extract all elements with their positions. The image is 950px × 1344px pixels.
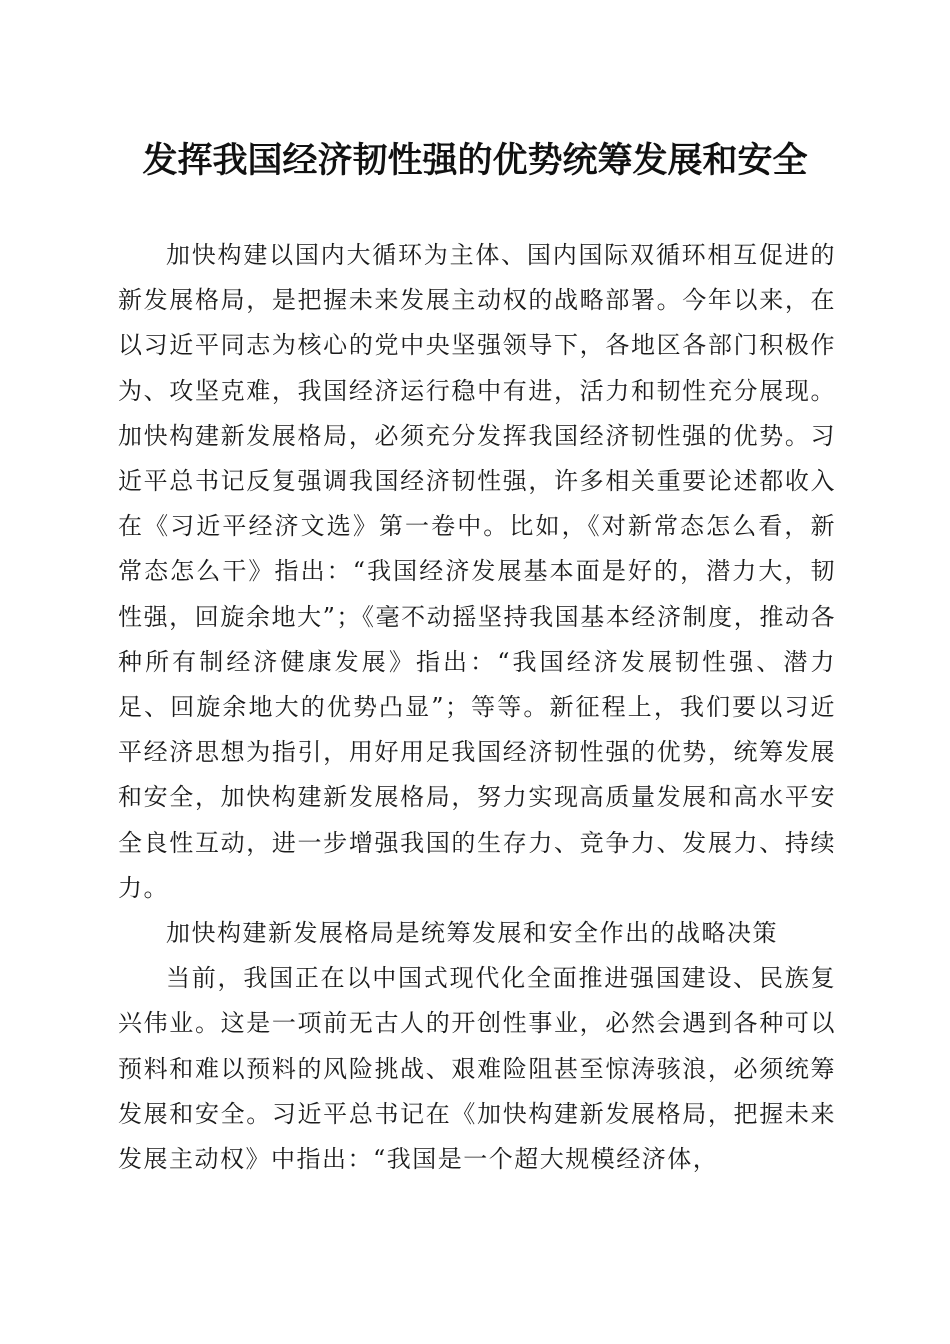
- body-paragraph-2: 当前，我国正在以中国式现代化全面推进强国建设、民族复兴伟业。这是一项前无古人的开创性事业，必然会遇到各种可以预料和难以预料的风险挑战、艰难险阻甚至惊涛骇浪，必须统筹发展和安全。习近平总书记在《加快构建新发展格局，把握未来发展主动权》中指出：“我国是一个超大规模经济体，: [118, 964, 836, 1174]
- body-paragraph-1: 加快构建以国内大循环为主体、国内国际双循环相互促进的新发展格局，是把握未来发展主动权的战略部署。今年以来，在以习近平同志为核心的党中央坚强领导下，各地区各部门积极作为、攻坚克难，我国经济运行稳中有进，活力和韧性充分展现。加快构建新发展格局，必须充分发挥我国经济韧性强的优势。习近平总书记反复强调我国经济韧性强，许多相关重要论述都收入在《习近平经济文选》第一卷中。比如，《对新常态怎么看，新常态怎么干》指出：“我国经济发展基本面是好的，潜力大，韧性强，回旋余地大”；《毫不动摇坚持我国基本经济制度，推动各种所有制经济健康发展》指出：“我国经济发展韧性强、潜力足、回旋余地大的优势凸显”；等等。新征程上，我们要以习近平经济思想为指引，用好用足我国经济韧性强的优势，统筹发展和安全，加快构建新发展格局，努力实现高质量发展和高水平安全良性互动，进一步增强我国的生存力、竞争力、发展力、持续力。: [118, 241, 836, 902]
- document-body: [118, 233, 836, 1182]
- section-subheading: 加快构建新发展格局是统筹发展和安全作出的战略决策: [166, 919, 778, 948]
- document-title: 发挥我国经济韧性强的优势统筹发展和安全: [142, 140, 808, 181]
